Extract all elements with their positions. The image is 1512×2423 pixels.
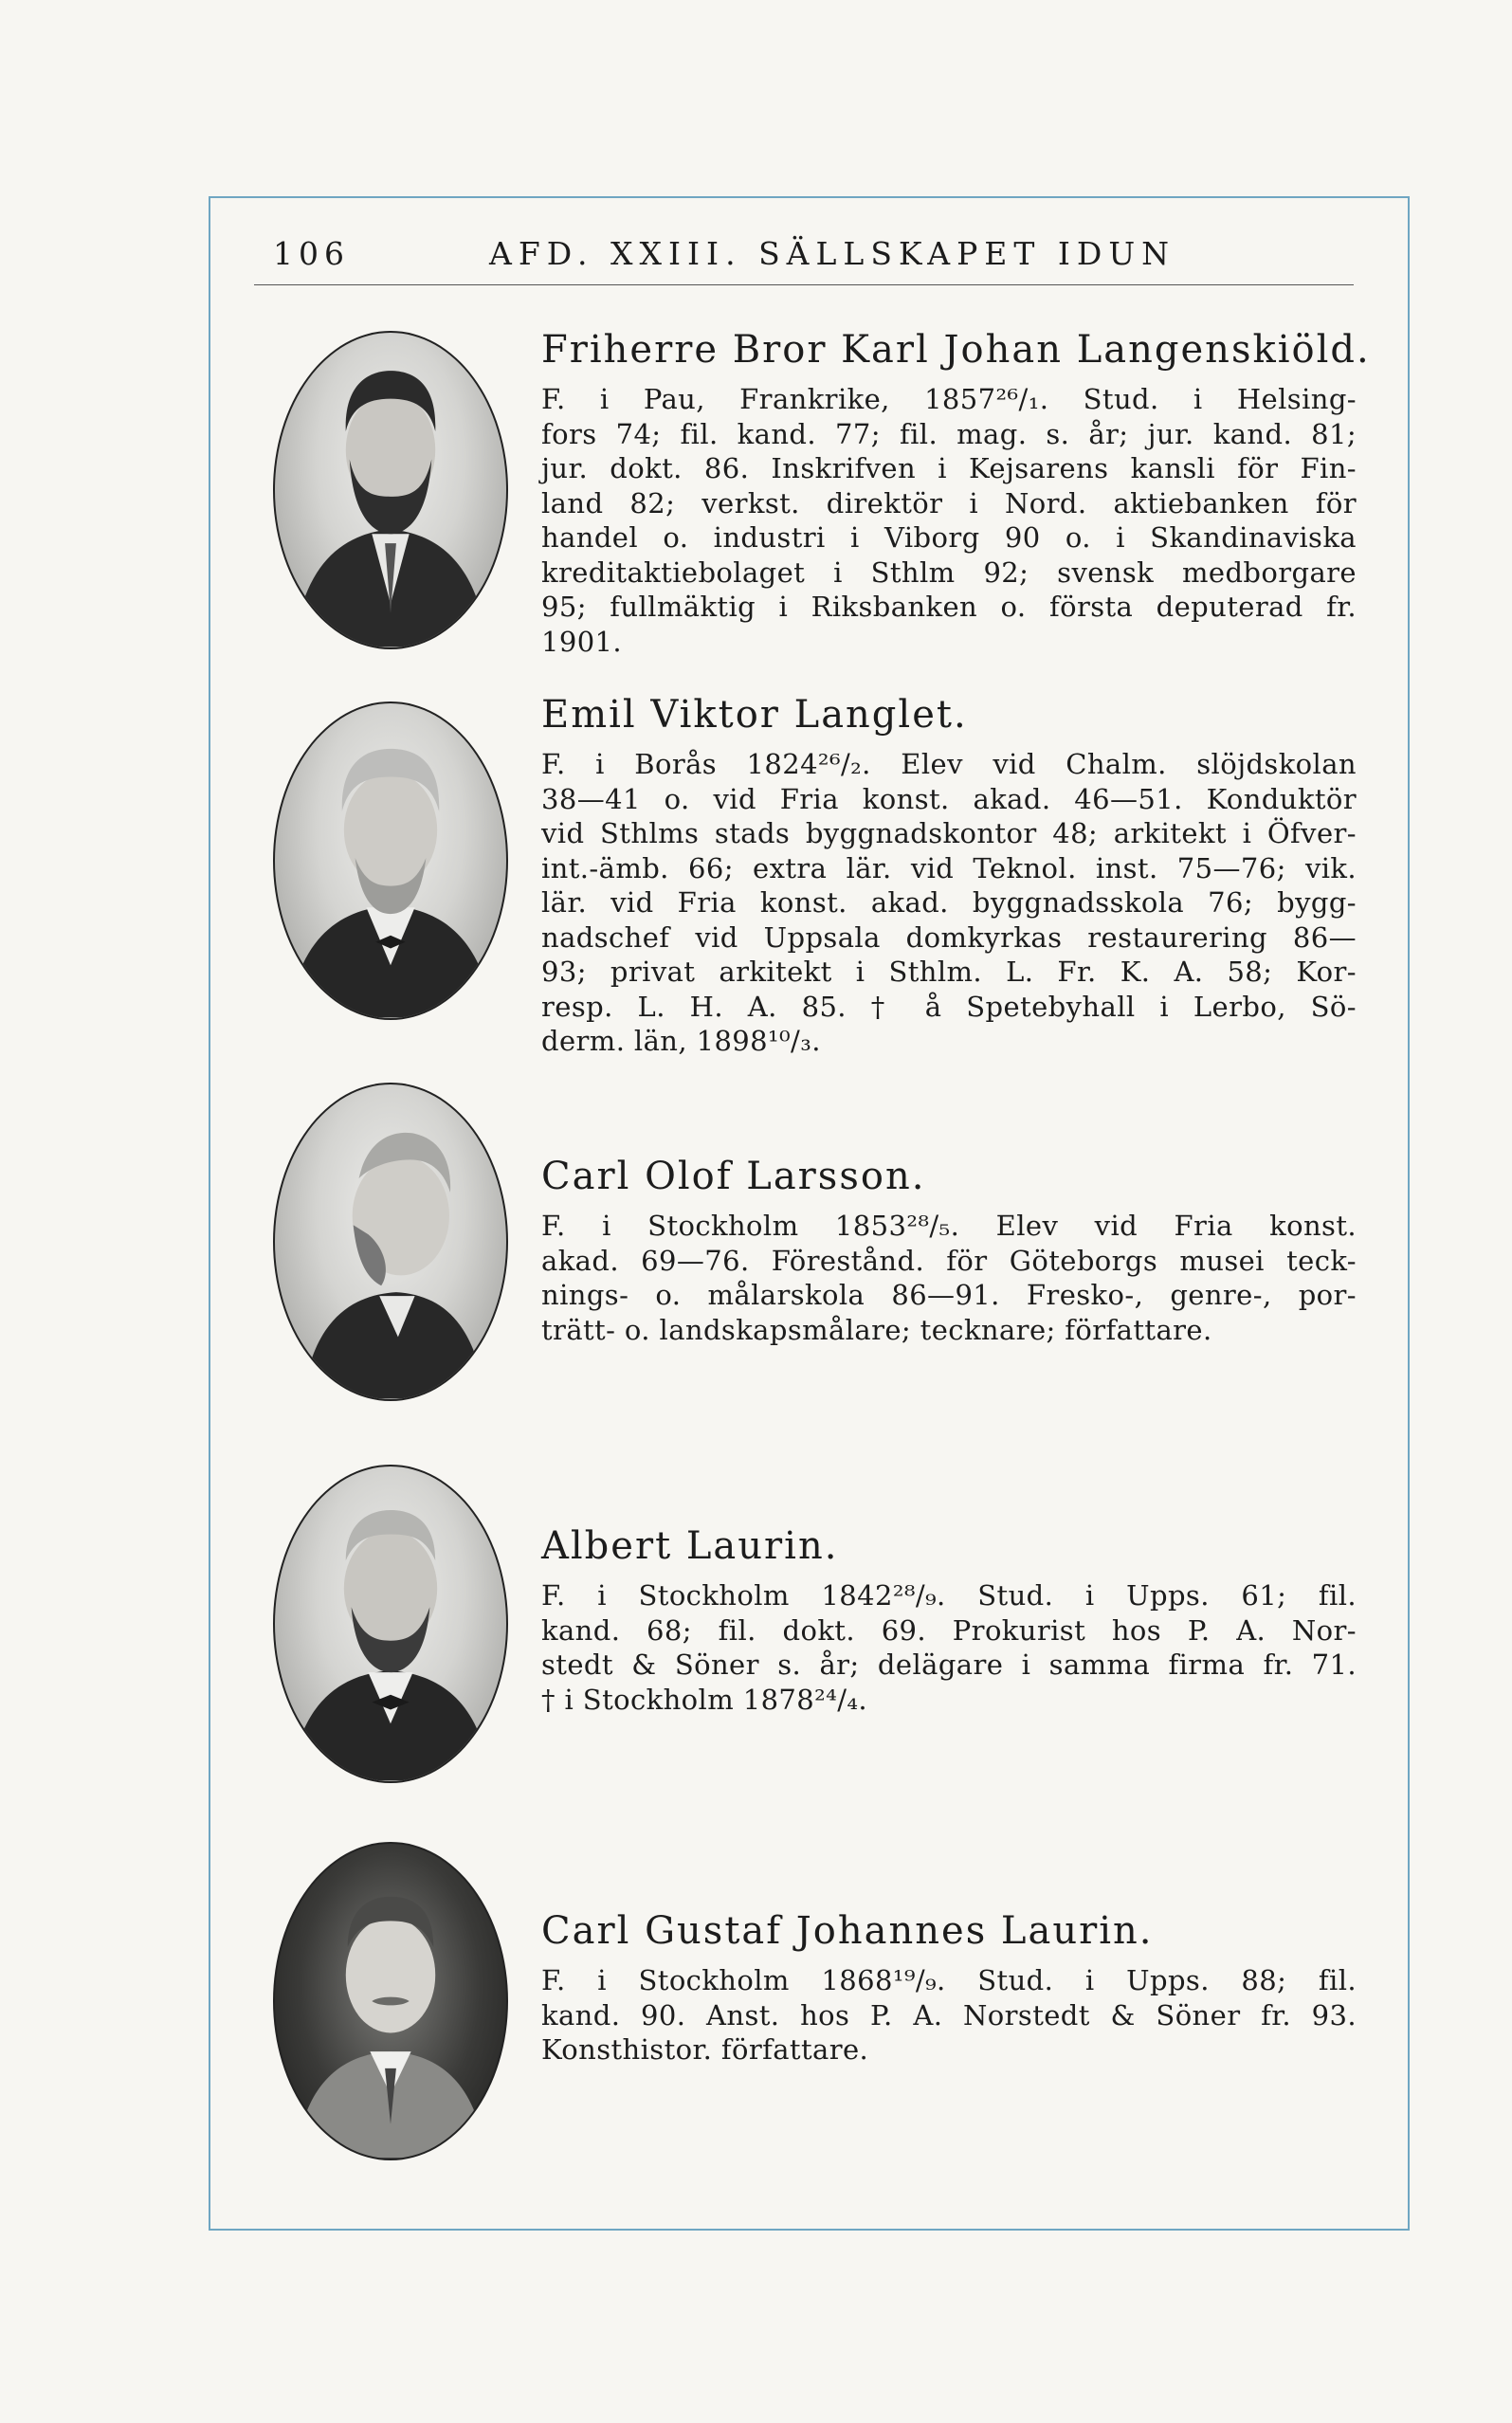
bio-line: kreditaktiebolaget i Sthlm 92; svensk medborgare — [541, 556, 1357, 589]
bio-line: derm. län, 1898¹⁰/₃. — [541, 1025, 821, 1057]
bio-line: stedt & Söner s. år; delägare i samma firma fr. 71. — [541, 1649, 1357, 1681]
bio-line: 93; privat arkitekt i Sthlm. L. Fr. K. A. 58; Kor- — [541, 956, 1357, 988]
bio-line: akad. 69—76. Förestånd. för Göteborgs musei teck- — [541, 1244, 1357, 1277]
running-header — [254, 235, 1354, 285]
bio-line: kand. 68; fil. dokt. 69. Prokurist hos P. A. Nor- — [541, 1613, 1357, 1647]
bio-line: F. i Borås 1824²⁶/₂. Elev vid Chalm. slöjdskolan — [541, 748, 1357, 780]
portrait-figure — [275, 1084, 506, 1399]
person-name: Carl Olof Larsson. — [541, 1155, 926, 1198]
bio-line: F. i Stockholm 1842²⁸/₉. Stud. i Upps. 61; fil. — [541, 1579, 1357, 1612]
bio-line: 1901. — [541, 625, 623, 658]
bio-line: jur. dokt. 86. Inskrifven i Kejsarens kansli för Fin- — [541, 452, 1357, 484]
bio-line: F. i Stockholm 1853²⁸/₅. Elev vid Fria konst. — [541, 1210, 1357, 1242]
bio-line: kand. 90. Anst. hos P. A. Norstedt & Söner fr. 93. — [541, 1998, 1357, 2031]
biography — [541, 747, 1357, 1059]
bio-line: handel o. industri i Viborg 90 o. i Skandinaviska — [541, 521, 1357, 554]
person-name: Friherre Bror Karl Johan Langenskiöld. — [541, 328, 1371, 372]
biography — [541, 1209, 1357, 1347]
bio-line: int.-ämb. 66; extra lär. vid Teknol. inst. 75—76; vik. — [541, 851, 1357, 884]
bio-line: trätt- o. landskapsmålare; tecknare; författare. — [541, 1313, 1212, 1346]
portrait-photo — [273, 1842, 508, 2160]
portrait-photo — [273, 1465, 508, 1783]
portrait-photo — [273, 331, 508, 649]
person-name: Emil Viktor Langlet. — [541, 693, 968, 737]
portrait-figure — [275, 703, 506, 1018]
portrait-photo — [273, 701, 508, 1020]
person-name: Carl Gustaf Johannes Laurin. — [541, 1909, 1154, 1953]
biography — [541, 1963, 1357, 2068]
bio-line: Konsthistor. författare. — [541, 2033, 869, 2066]
portrait-figure — [275, 1467, 506, 1781]
portrait-figure — [275, 333, 506, 647]
portrait-photo — [273, 1083, 508, 1401]
bio-line: land 82; verkst. direktör i Nord. aktiebanken för — [541, 486, 1357, 519]
bio-line: fors 74; fil. kand. 77; fil. mag. s. år; jur. kand. 81; — [541, 417, 1357, 450]
bio-line: F. i Stockholm 1868¹⁹/₉. Stud. i Upps. 88; fil. — [541, 1964, 1357, 1996]
bio-line: F. i Pau, Frankrike, 1857²⁶/₁. Stud. i Helsing- — [541, 383, 1357, 415]
biography — [541, 382, 1357, 659]
portrait-figure — [275, 1844, 506, 2159]
bio-line: lär. vid Fria konst. akad. byggnadsskola 76; bygg- — [541, 886, 1357, 919]
bio-line: vid Sthlms stads byggnadskontor 48; arkitekt i Öfver- — [541, 817, 1357, 849]
person-name: Albert Laurin. — [541, 1524, 839, 1568]
bio-line: 95; fullmäktig i Riksbanken o. första deputerad fr. — [541, 591, 1357, 623]
biography — [541, 1578, 1357, 1717]
running-title: AFD. XXIII. SÄLLSKAPET IDUN — [489, 235, 1176, 272]
bio-line: resp. L. H. A. 85. † å Spetebyhall i Lerbo, Sö- — [541, 990, 1357, 1023]
bio-line: nadschef vid Uppsala domkyrkas restaurering 86— — [541, 920, 1357, 954]
bio-line: 38—41 o. vid Fria konst. akad. 46—51. Konduktör — [541, 782, 1357, 815]
page-number: 106 — [273, 235, 350, 272]
bio-line: † i Stockholm 1878²⁴/₄. — [541, 1683, 868, 1716]
bio-line: nings- o. målarskola 86—91. Fresko-, genre-, por- — [541, 1279, 1357, 1311]
